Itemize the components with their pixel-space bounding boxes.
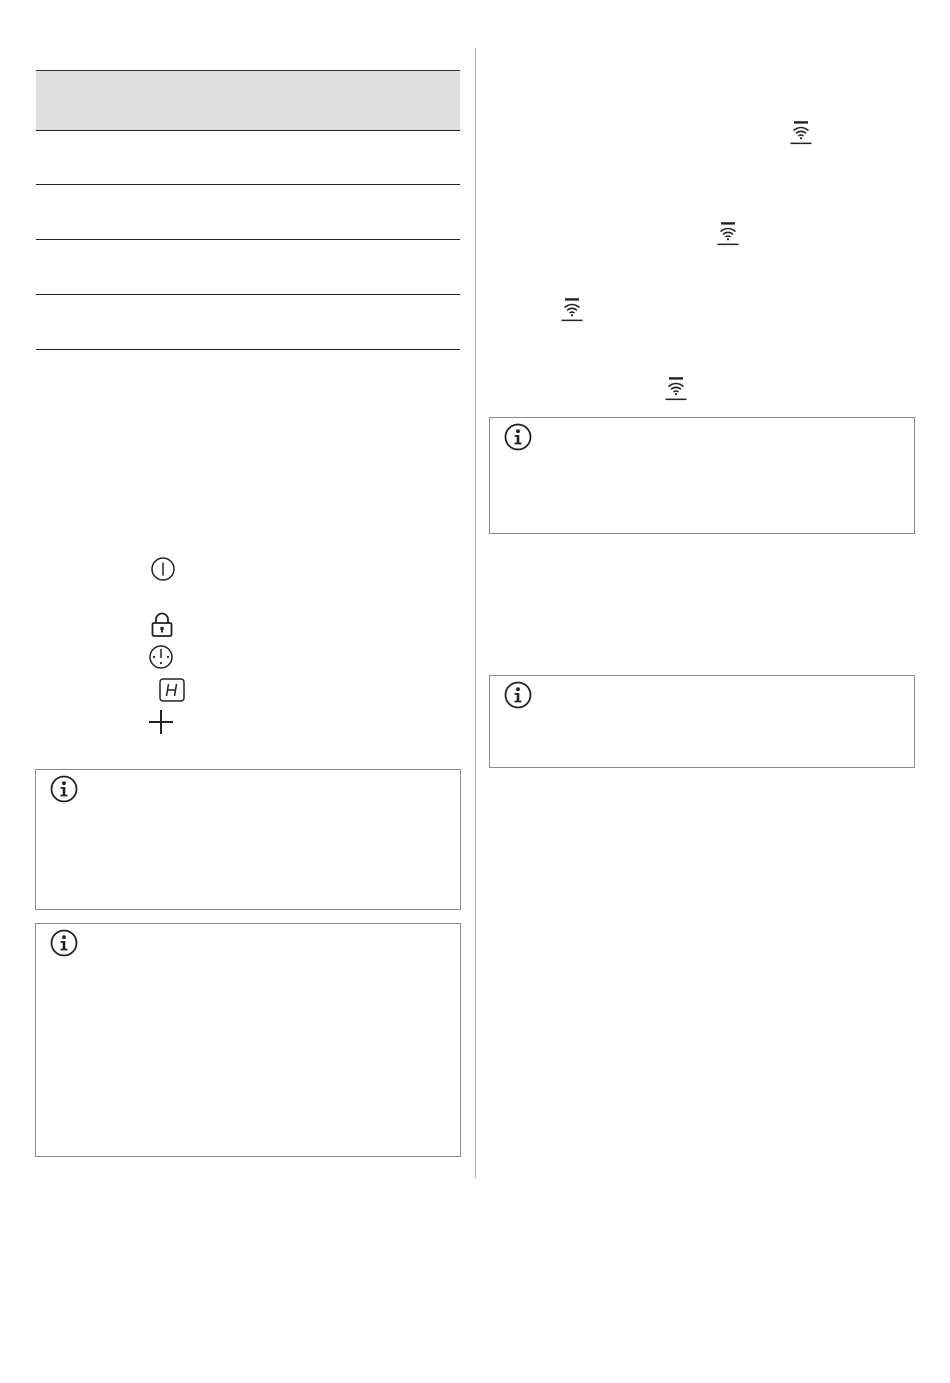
hob2hood-icon [716, 221, 740, 247]
hob2hood-icon [664, 376, 688, 402]
info-note-box [489, 417, 915, 534]
info-note-box [35, 769, 461, 910]
hob2hood-icon [560, 297, 584, 323]
info-note-box [35, 923, 461, 1157]
on-off-icon [150, 556, 176, 582]
hob2hood-icon [789, 120, 813, 146]
info-note-box [489, 675, 915, 768]
column-divider [475, 48, 476, 1178]
info-icon [50, 929, 78, 957]
table-rule [36, 294, 460, 295]
table-rule [36, 239, 460, 240]
lock-icon [150, 612, 174, 638]
table-rule [36, 184, 460, 185]
hob2hood-h-icon [159, 678, 185, 702]
timer-icon [148, 644, 174, 670]
info-icon [504, 681, 532, 709]
info-icon [504, 423, 532, 451]
table-rule [36, 349, 460, 350]
table-rule [36, 130, 460, 131]
table-header-row [36, 70, 460, 131]
plus-icon [147, 708, 175, 736]
info-icon [50, 775, 78, 803]
